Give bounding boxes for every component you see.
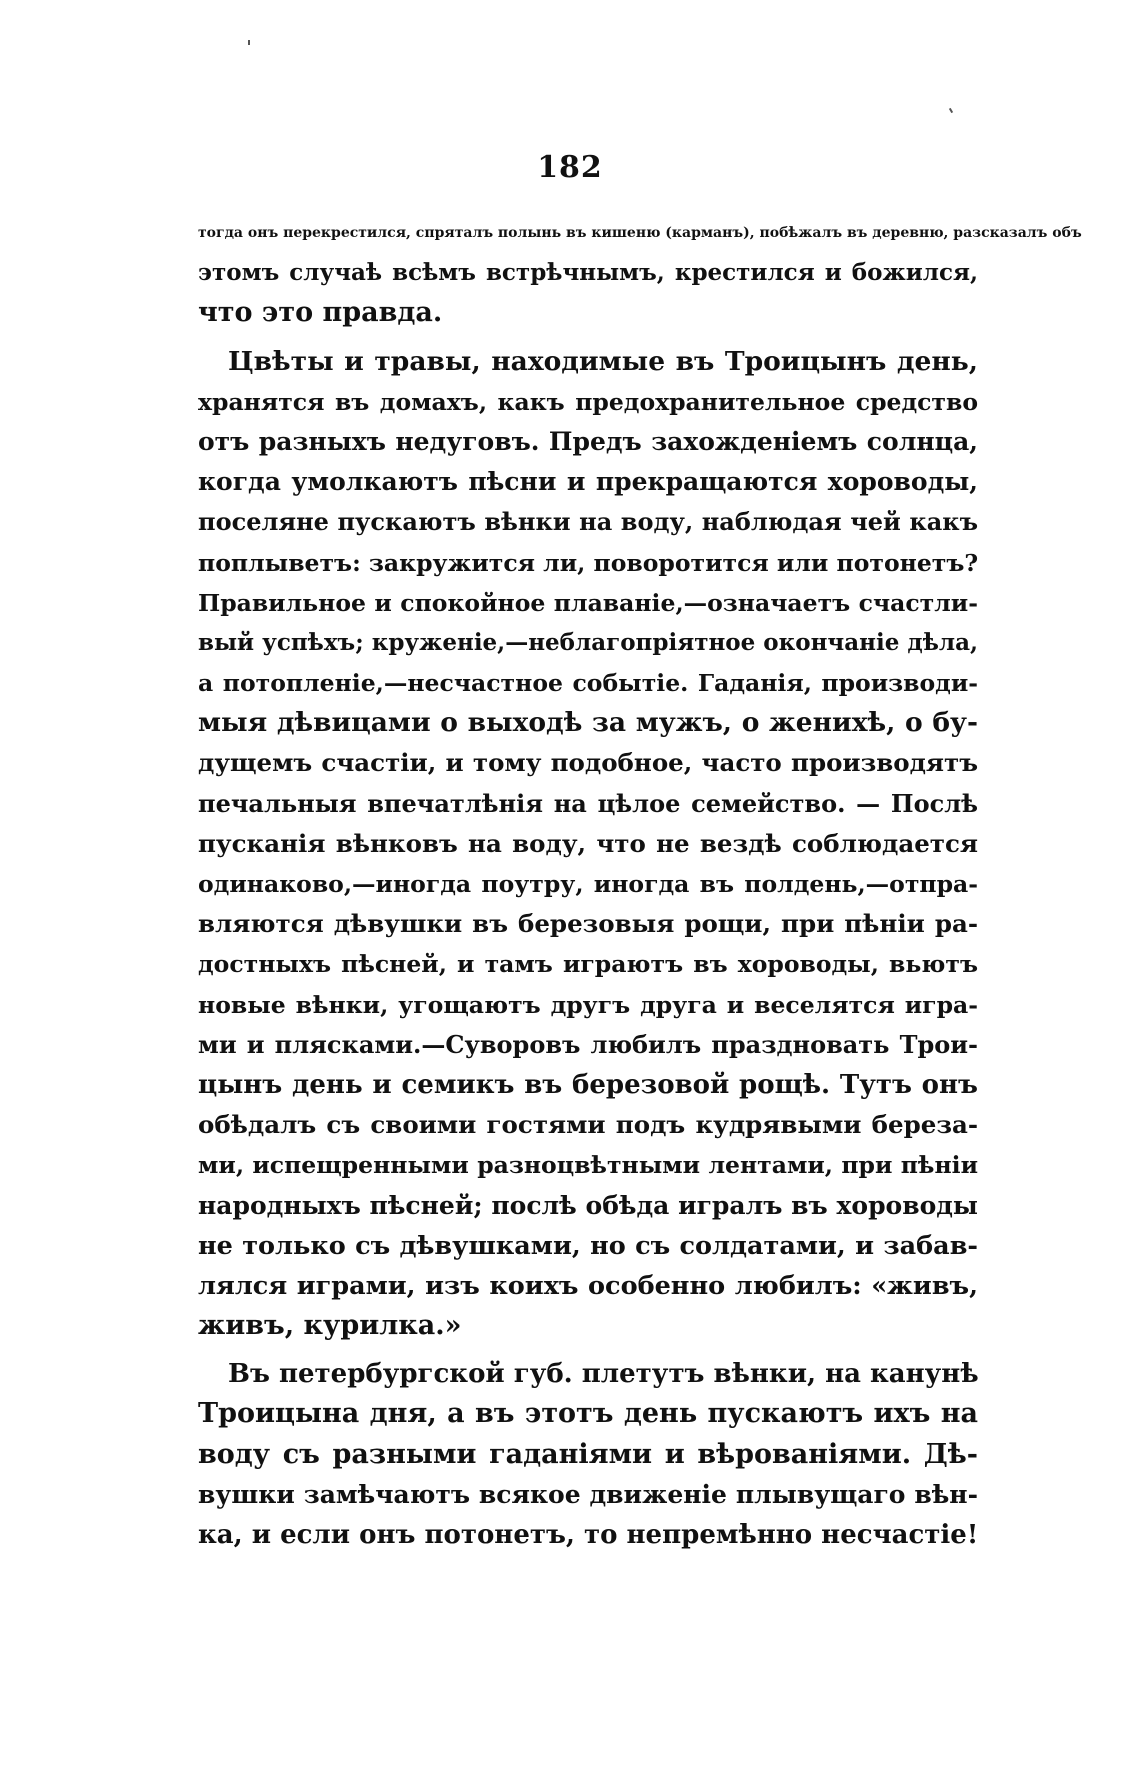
text-line: поселяне пускаютъ вѣнки на воду, наблюдая чей какъ: [198, 507, 978, 537]
paragraph-2: [198, 342, 978, 1347]
paragraph-3: [198, 1354, 978, 1555]
text-line: хранятся въ домахъ, какъ предохранительное средство: [198, 387, 978, 416]
text-line: ка, и если онъ потонетъ, то непремѣнно несчастіе!: [198, 1520, 979, 1550]
text-line: цынъ день и семикъ въ березовой рощѣ. Тутъ онъ: [198, 1069, 978, 1100]
text-line: новые вѣнки, угощаютъ другъ друга и веселятся игра-: [198, 990, 978, 1019]
text-line: не только съ дѣвушками, но съ солдатами, и забав-: [198, 1230, 978, 1261]
paragraph-1: [198, 213, 1082, 334]
text-line: вый успѣхъ; круженіе,—неблагопріятное окончаніе дѣла,: [198, 628, 978, 656]
text-line: мыя дѣвицами о выходѣ за мужъ, о женихѣ, о бу-: [198, 707, 978, 739]
text-line: народныхъ пѣсней; послѣ обѣда игралъ въ хороводы: [198, 1190, 978, 1220]
text-line: тогда онъ перекрестился, спряталъ полынь въ кишеню (карманъ), побѣжалъ въ деревню, разсказалъ объ: [198, 225, 1082, 241]
page-number: 182: [537, 150, 603, 185]
text-line: этомъ случаѣ всѣмъ встрѣчнымъ, крестился и божился,: [198, 259, 978, 287]
text-line: что это правда.: [198, 297, 443, 329]
text-line: вушки замѣчаютъ всякое движеніе плывущаго вѣн-: [198, 1479, 978, 1509]
text-line: ми, испещренными разноцвѣтными лентами, при пѣніи: [198, 1151, 978, 1180]
text-line: одинаково,—иногда поутру, иногда въ полдень,—отпра-: [198, 870, 978, 898]
text-line: воду съ разными гаданіями и вѣрованіями. Дѣ-: [198, 1438, 978, 1470]
text-line: лялся играми, изъ коихъ особенно любилъ: «живъ,: [198, 1270, 978, 1301]
text-line: поплыветъ: закружится ли, поворотится или потонетъ?: [198, 548, 979, 577]
text-line: Троицына дня, а въ этотъ день пускаютъ ихъ на: [198, 1398, 978, 1430]
text-line: а потопленіе,—несчастное событіе. Гаданія, производи-: [198, 669, 978, 698]
text-line: ми и плясками.—Суворовъ любилъ праздновать Трои-: [198, 1029, 978, 1059]
text-line: когда умолкаютъ пѣсни и прекращаются хороводы,: [198, 467, 978, 497]
scan-speck: [949, 108, 953, 113]
text-line: обѣдалъ съ своими гостями подъ кудрявыми береза-: [198, 1110, 978, 1140]
text-line: пусканія вѣнковъ на воду, что не вездѣ соблюдается: [198, 828, 978, 858]
text-line: Въ петербургской губ. плетутъ вѣнки, на канунѣ: [228, 1359, 979, 1390]
text-line: живъ, курилка.»: [198, 1310, 462, 1342]
text-line: Правильное и спокойное плаваніе,—означаетъ счастли-: [198, 588, 978, 617]
text-line: Цвѣты и травы, находимые въ Троицынъ день,: [228, 345, 978, 377]
page-body-text: [198, 213, 1082, 1555]
text-line: дущемъ счастіи, и тому подобное, часто производятъ: [198, 748, 978, 778]
scan-speck: [248, 40, 250, 45]
text-line: отъ разныхъ недуговъ. Предъ захожденіемъ солнца,: [198, 426, 978, 456]
text-line: достныхъ пѣсней, и тамъ играютъ въ хороводы, вьютъ: [198, 950, 978, 979]
text-line: печальныя впечатлѣнія на цѣлое семейство. — Послѣ: [198, 788, 978, 818]
text-line: вляются дѣвушки въ березовыя рощи, при пѣніи ра-: [198, 909, 978, 939]
